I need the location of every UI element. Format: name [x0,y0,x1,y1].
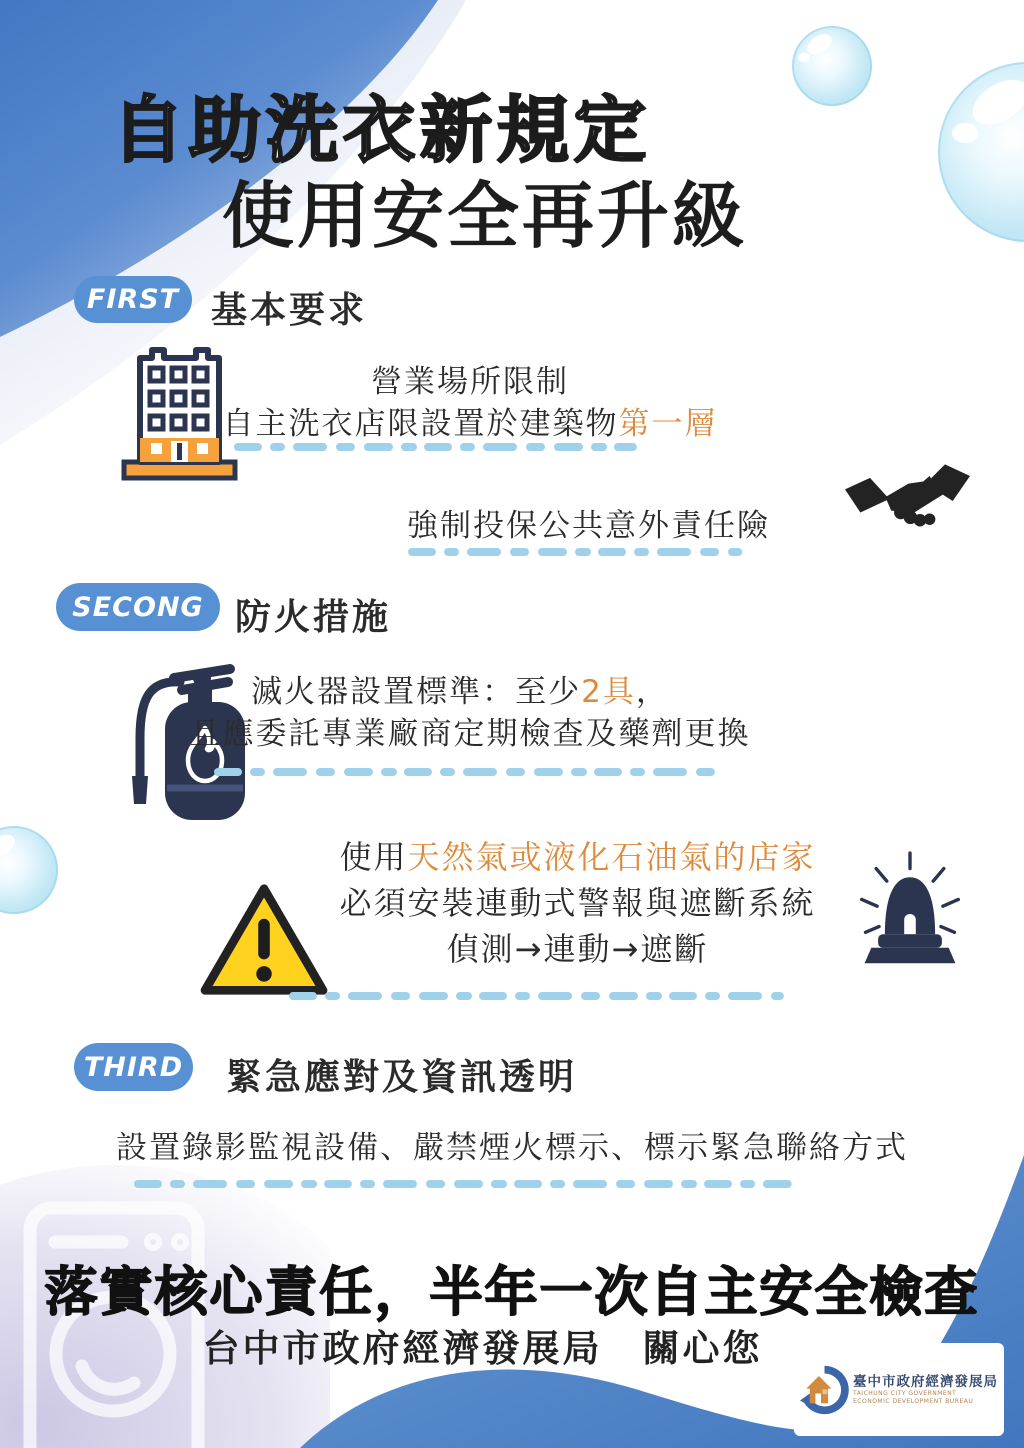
rule-gas-black: 使用 [339,838,408,876]
footer-signature: 台中市政府經濟發展局 關心您 [202,1327,763,1370]
rule-venue-text-orange: 第一層 [618,406,718,442]
rule-gas-line1 [300,834,855,880]
rule-venue-text [140,398,800,443]
rule-extinguisher-line1 [200,666,720,711]
handshake-icon [845,460,970,540]
rule-extinguisher-black1: 滅火器設置標準：至少 [251,674,582,710]
section-second-heading: 防火措施 [235,597,392,638]
bureau-logo-name-en1: TAICHUNG CITY GOVERNMENT [853,1390,957,1398]
poster-title-main: 使用安全再升級 [222,174,748,258]
badge-second: SECONG [56,583,220,631]
bureau-logo-name-cn: 臺中市政府經濟發展局 [853,1373,998,1390]
bubble-icon [0,826,58,914]
rule-extinguisher-line2: 且應委託專業廠商定期檢查及藥劑更換 [189,716,751,752]
dashed-divider [288,990,790,1002]
siren-icon [852,850,968,976]
bureau-logo-card [794,1343,1004,1436]
rule-gas-line3: 偵測→連動→遮斷 [446,930,709,968]
rule-gas-line2: 必須安裝連動式警報與遮斷系統 [339,884,816,922]
bureau-logo-name-en2: ECONOMIC DEVELOPMENT BUREAU [853,1397,974,1405]
rule-venue-title: 營業場所限制 [371,364,569,400]
dashed-divider [233,441,641,453]
bureau-logo-icon [800,1356,849,1424]
dashed-divider [133,1178,801,1190]
bubble-icon [792,26,872,106]
rule-venue-text-black: 自主洗衣店限設置於建築物 [222,406,619,442]
rule-insurance-text: 強制投保公共意外責任險 [407,508,770,544]
rule-extinguisher-black2: ， [635,674,669,710]
rule-gas-orange: 天然氣或液化石油氣的店家 [407,838,816,876]
dashed-divider [407,546,745,558]
footer-slogan: 落實核心責任，半年一次自主安全檢查 [44,1262,980,1323]
badge-first: FIRST [74,276,192,323]
section-third-heading: 緊急應對及資訊透明 [226,1057,578,1098]
dashed-divider [213,766,721,778]
rule-gas-block [300,834,855,972]
badge-third: THIRD [74,1043,193,1091]
bubble-icon [938,62,1024,242]
poster-title-outline: 自助洗衣新規定 [112,88,652,172]
rule-extinguisher-orange: 2具 [581,674,636,710]
section-first-heading: 基本要求 [211,290,368,331]
rule-monitoring-text: 設置錄影監視設備、嚴禁煙火標示、標示緊急聯絡方式 [116,1130,908,1166]
